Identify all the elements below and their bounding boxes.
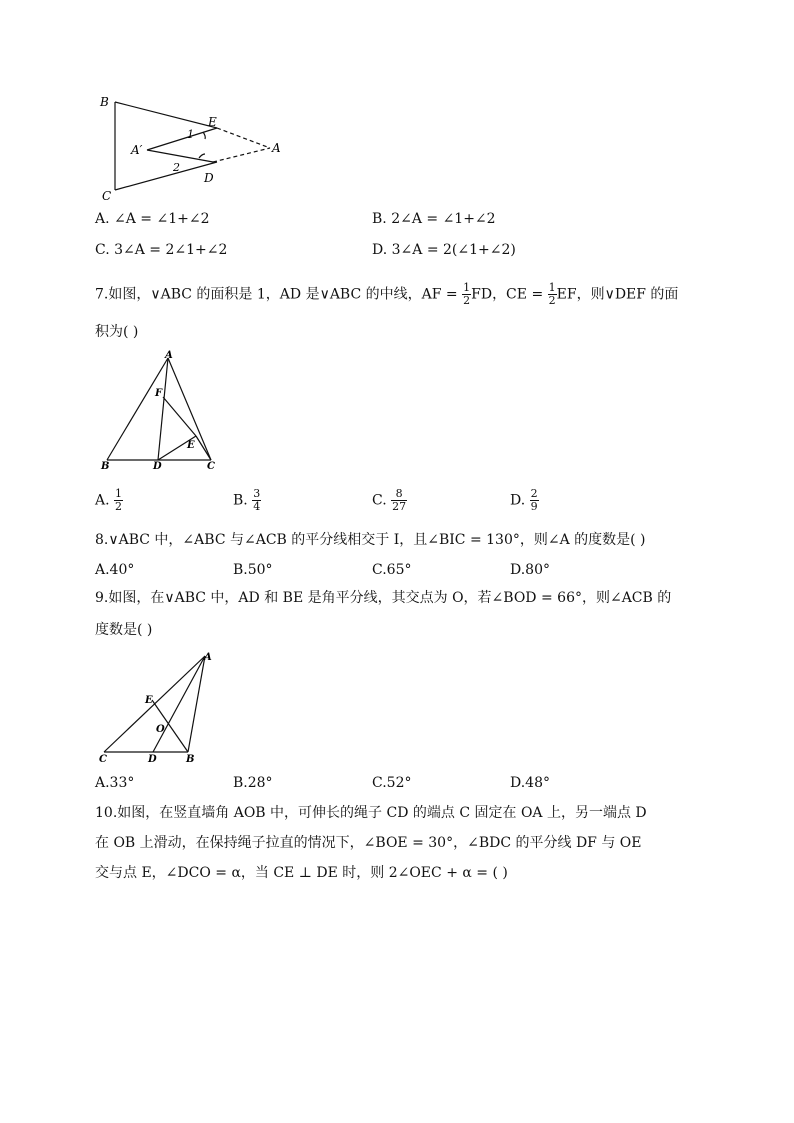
q7-option-a[interactable]: A. $\frac{1}{2}$ [95,487,123,513]
fig6-label-A: A [272,141,281,155]
fig6-label-C: C [102,189,112,203]
q9-option-c[interactable]: C.52° [372,775,412,791]
fig6-angle-1: 1 [187,128,194,141]
fig7-label-C: C [207,461,215,472]
q8-option-c[interactable]: C.65° [372,562,412,578]
figure-q6 [95,92,295,207]
q9-stem-line2: 度数是( ) [95,622,153,638]
fig9-label-D: D [148,754,157,765]
fig7-label-E: E [187,440,195,451]
q7-option-c[interactable]: C. $\frac{8}{27}$ [372,487,407,513]
q7-text-a: 7.如图，∨ABC 的面积是 1，AD 是∨ABC 的中线， [95,286,422,303]
q7-af: AF = [421,286,458,303]
fig7-label-D: D [153,461,162,472]
figure-q9 [95,648,225,768]
q7-ef: EF [556,286,577,303]
q6-option-d[interactable]: D. 3∠A = 2(∠1+∠2) [372,242,516,258]
q10-stem-line3: 交与点 E，∠DCO = α，当 CE ⊥ DE 时，则 2∠OEC + α = ( ) [95,865,508,881]
q10-stem-line2: 在 OB 上滑动，在保持绳子拉直的情况下，∠BOE = 30°，∠BDC 的平分线 DF 与 OE [95,835,642,851]
fig6-angle-2: 2 [173,161,180,174]
q8-option-d[interactable]: D.80° [510,562,550,578]
q8-stem: 8.∨ABC 中，∠ABC 与∠ACB 的平分线相交于 I，且∠BIC = 130°，则∠A 的度数是( ) [95,532,646,548]
fig6-label-B: B [100,95,109,109]
q7-text-b: ，则∨DEF 的面 [576,286,679,303]
q6-option-a[interactable]: A. ∠A = ∠1+∠2 [95,211,210,227]
fig9-label-B: B [186,754,195,765]
fig6-label-A-prime: A′ [131,143,143,157]
fig7-label-F: F [155,388,163,399]
fig7-label-A: A [165,350,173,361]
q7-ce: ，CE = [492,286,544,303]
q7-fd: FD [471,286,493,303]
q8-option-b[interactable]: B.50° [233,562,273,578]
fig6-label-E: E [208,115,217,129]
fig7-label-B: B [101,461,110,472]
fig6-label-D: D [204,171,214,185]
q8-option-a[interactable]: A.40° [95,562,135,578]
q7-frac-af: $\frac{1}{2}$ [463,281,471,307]
q9-stem-line1: 9.如图，在∨ABC 中，AD 和 BE 是角平分线，其交点为 O，若∠BOD = 66°，则∠ACB 的 [95,590,672,606]
q7-stem-line1 [95,282,678,307]
q7-stem-line2: 积为( ) [95,324,139,340]
q6-option-b[interactable]: B. 2∠A = ∠1+∠2 [372,211,496,227]
fig9-label-O: O [156,724,165,735]
q10-stem-line1: 10.如图，在竖直墙角 AOB 中，可伸长的绳子 CD 的端点 C 固定在 OA 上，另一端点 D [95,805,647,821]
q7-option-b[interactable]: B. $\frac{3}{4}$ [233,487,261,513]
fig9-label-E: E [145,695,153,706]
fig9-label-A: A [204,652,212,663]
q6-option-c[interactable]: C. 3∠A = 2∠1+∠2 [95,242,228,258]
q9-option-b[interactable]: B.28° [233,775,273,791]
fig9-label-C: C [99,754,107,765]
q9-option-d[interactable]: D.48° [510,775,550,791]
q7-frac-ce: $\frac{1}{2}$ [548,281,556,307]
q7-option-d[interactable]: D. $\frac{2}{9}$ [510,487,538,513]
q9-option-a[interactable]: A.33° [95,775,135,791]
figure-q7 [95,350,225,475]
